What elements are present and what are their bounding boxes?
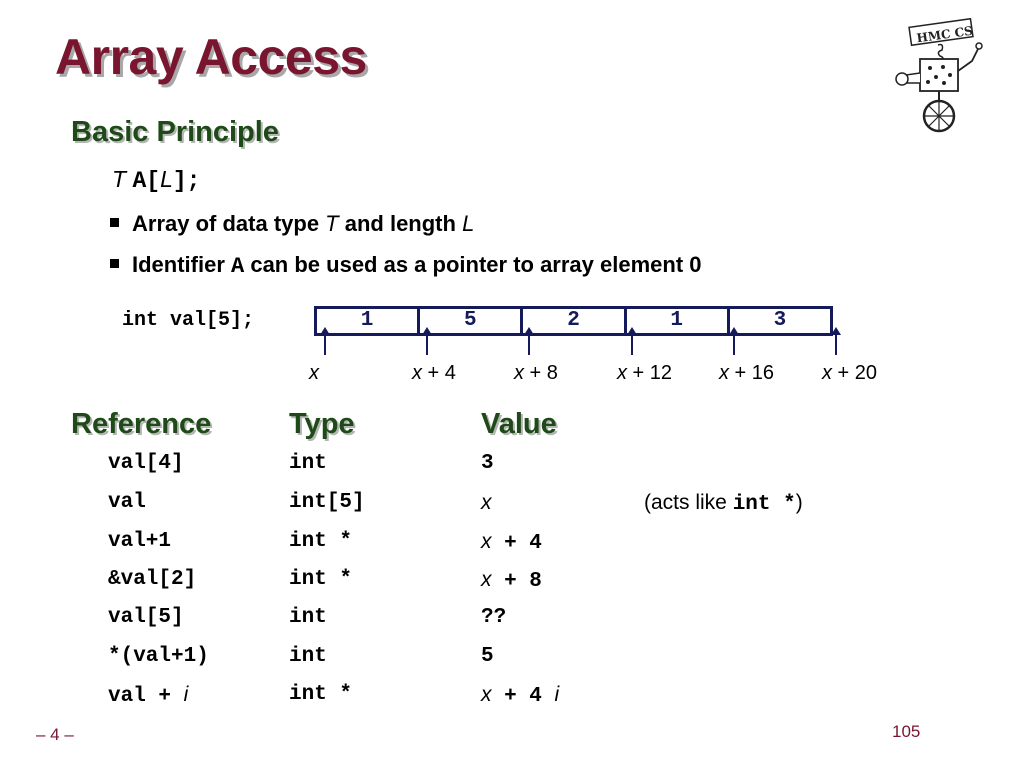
- value-var: x: [481, 683, 492, 706]
- slide-title: Array Access: [55, 29, 367, 85]
- section-heading-basic-principle: Basic Principle: [71, 116, 279, 148]
- note-text: (acts like: [644, 491, 733, 514]
- footer-page-number: 105: [892, 722, 921, 741]
- type-cell: int *: [289, 683, 353, 706]
- value-var: x: [481, 530, 492, 553]
- up-arrow-icon: [631, 333, 633, 355]
- array-cell: 1: [627, 309, 730, 333]
- array-diagram: [314, 306, 833, 336]
- address-offset: + 12: [627, 362, 673, 384]
- array-code-label: int val[5];: [122, 309, 255, 332]
- value-note: [644, 491, 803, 516]
- address-label: [514, 362, 558, 385]
- note-code: int *: [732, 493, 796, 516]
- bullet-text: and length: [338, 211, 463, 236]
- value-cell: [481, 530, 542, 555]
- value-var: x: [481, 491, 492, 514]
- footer-slide-number: – 4 –: [36, 725, 74, 744]
- value-cell: [481, 683, 559, 708]
- up-arrow-icon: [324, 333, 326, 355]
- ref-cell: *(val+1): [108, 645, 209, 668]
- address-var: x: [514, 362, 524, 384]
- array-declaration: [112, 166, 200, 194]
- address-label: [412, 362, 456, 385]
- ref-code: val +: [108, 685, 184, 708]
- address-var: x: [719, 362, 729, 384]
- bullet-text: can be used as a pointer to array element 0: [244, 252, 702, 277]
- array-cell: 3: [773, 309, 787, 332]
- array-cell: 1: [317, 309, 420, 333]
- value-cell: 3: [481, 452, 494, 475]
- value-var: x: [481, 568, 492, 591]
- value-offset: + 4: [491, 532, 542, 555]
- address-label: [719, 362, 774, 385]
- header-type: Type: [289, 408, 355, 440]
- bullet-text: Identifier: [132, 252, 232, 277]
- ref-cell: [108, 683, 188, 708]
- type-cell: int: [289, 452, 327, 475]
- bullet-code: A: [231, 254, 245, 279]
- address-offset: + 16: [729, 362, 775, 384]
- type-cell: int: [289, 645, 327, 668]
- type-cell: int *: [289, 568, 353, 591]
- array-cell: 2: [523, 309, 626, 333]
- header-reference: Reference: [71, 408, 212, 440]
- decl-length: L: [160, 166, 173, 192]
- address-label: [617, 362, 672, 385]
- address-var: x: [309, 362, 319, 384]
- address-label: [309, 362, 319, 385]
- bullet-identifier: [110, 252, 702, 279]
- logo-text: HMC CS: [915, 23, 974, 46]
- ref-cell: &val[2]: [108, 568, 197, 591]
- address-var: x: [412, 362, 422, 384]
- address-var: x: [822, 362, 832, 384]
- address-var: x: [617, 362, 627, 384]
- bullet-data-type: [110, 211, 474, 237]
- value-offset: + 8: [491, 570, 542, 593]
- type-cell: int: [289, 606, 327, 629]
- value-offset: + 4: [491, 685, 555, 708]
- ref-cell: val: [108, 491, 146, 514]
- value-index-var: i: [554, 683, 560, 706]
- value-cell: [481, 491, 492, 515]
- array-cell: 5: [420, 309, 523, 333]
- bullet-text: Array of data type: [132, 211, 326, 236]
- bullet-square-icon: [110, 259, 119, 268]
- value-cell: [481, 568, 542, 593]
- up-arrow-icon: [528, 333, 530, 355]
- bullet-length-var: L: [462, 211, 475, 236]
- ref-cell: val[5]: [108, 606, 184, 629]
- up-arrow-icon: [835, 333, 837, 355]
- address-offset: + 20: [832, 362, 878, 384]
- decl-type: T: [112, 166, 127, 192]
- address-offset: + 4: [422, 362, 456, 384]
- up-arrow-icon: [426, 333, 428, 355]
- address-offset: + 8: [524, 362, 558, 384]
- hmc-cs-robot-logo: [888, 15, 990, 133]
- bullet-square-icon: [110, 218, 119, 227]
- ref-index-var: i: [183, 683, 189, 706]
- type-cell: int *: [289, 530, 353, 553]
- type-cell: int[5]: [289, 491, 365, 514]
- value-cell: ??: [481, 606, 507, 629]
- address-label: [822, 362, 877, 385]
- header-value: Value: [481, 408, 557, 440]
- up-arrow-icon: [733, 333, 735, 355]
- ref-cell: val+1: [108, 530, 172, 553]
- decl-code: A[: [132, 168, 161, 194]
- decl-end: ];: [172, 168, 201, 194]
- bullet-type-var: T: [325, 211, 339, 236]
- ref-cell: val[4]: [108, 452, 184, 475]
- note-text: ): [795, 491, 803, 514]
- value-cell: 5: [481, 645, 494, 668]
